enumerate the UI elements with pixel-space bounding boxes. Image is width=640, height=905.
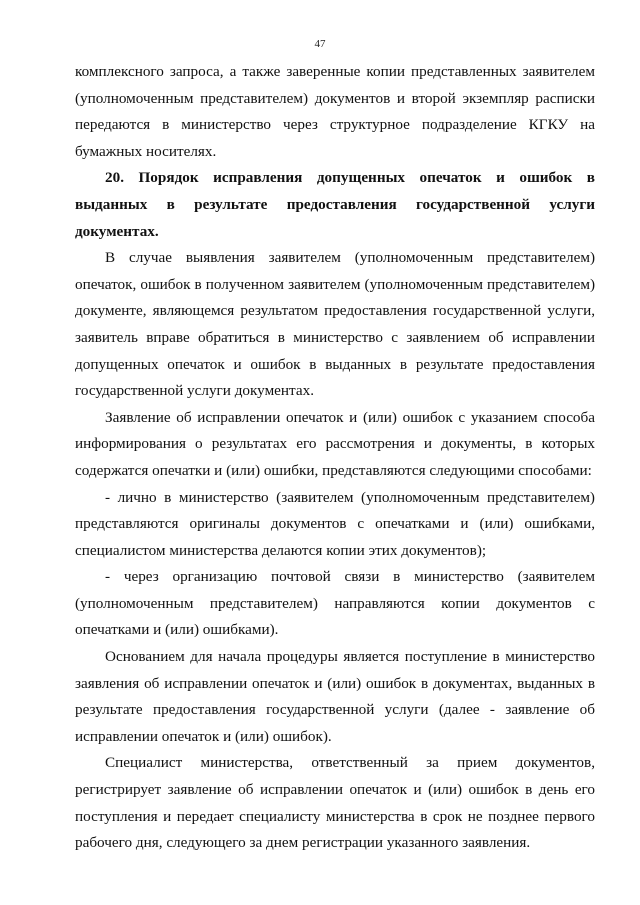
document-body [75,59,595,857]
page-number: 47 [314,38,326,50]
paragraph: В случае выявления заявителем (уполномоченным представителем) опечаток, ошибок в полученном заявителем (уполномоченным представителем) документе, являющемся результатом предоставления государственной услуги, заявитель вправе обратиться в министерство с заявлением об исправлении допущенных опечаток и ошибок в выданных в результате предоставления государственной услуги документах. [75,249,595,400]
list-item: - через организацию почтовой связи в министерство (заявителем (уполномоченным представителем) направляются копии документов с опечатками и (или) ошибками). [75,568,595,639]
paragraph: Специалист министерства, ответственный за прием документов, регистрирует заявление об исправлении опечаток и (или) ошибок в день его поступления и передает специалисту министерства в срок не позднее первого рабочего дня, следующего за днем регистрации указанного заявления. [75,754,595,852]
paragraph: Заявление об исправлении опечаток и (или) ошибок с указанием способа информирования о результатах его рассмотрения и документы, в которых содержатся опечатки и (или) ошибки, представляются следующими способами: [75,408,595,479]
section-heading: 20. Порядок исправления допущенных опечаток и ошибок в выданных в результате предоставления государственной услуги документах. [75,169,595,240]
list-item: - лично в министерство (заявителем (уполномоченным представителем) представляются оригиналы документов с опечатками и (или) ошибками, специалистом министерства делаются копии этих документов); [75,488,595,559]
paragraph-continuation: комплексного запроса, а также заверенные копии представленных заявителем (уполномоченным представителем) документов и второй экземпляр расписки передаются в министерство через структурное подразделение КГКУ на бумажных носителях. [75,63,595,160]
paragraph: Основанием для начала процедуры является поступление в министерство заявления об исправлении опечаток и (или) ошибок в документах, выданных в результате предоставления государственной услуги (далее - заявление об исправлении опечаток и (или) ошибок). [75,648,595,745]
